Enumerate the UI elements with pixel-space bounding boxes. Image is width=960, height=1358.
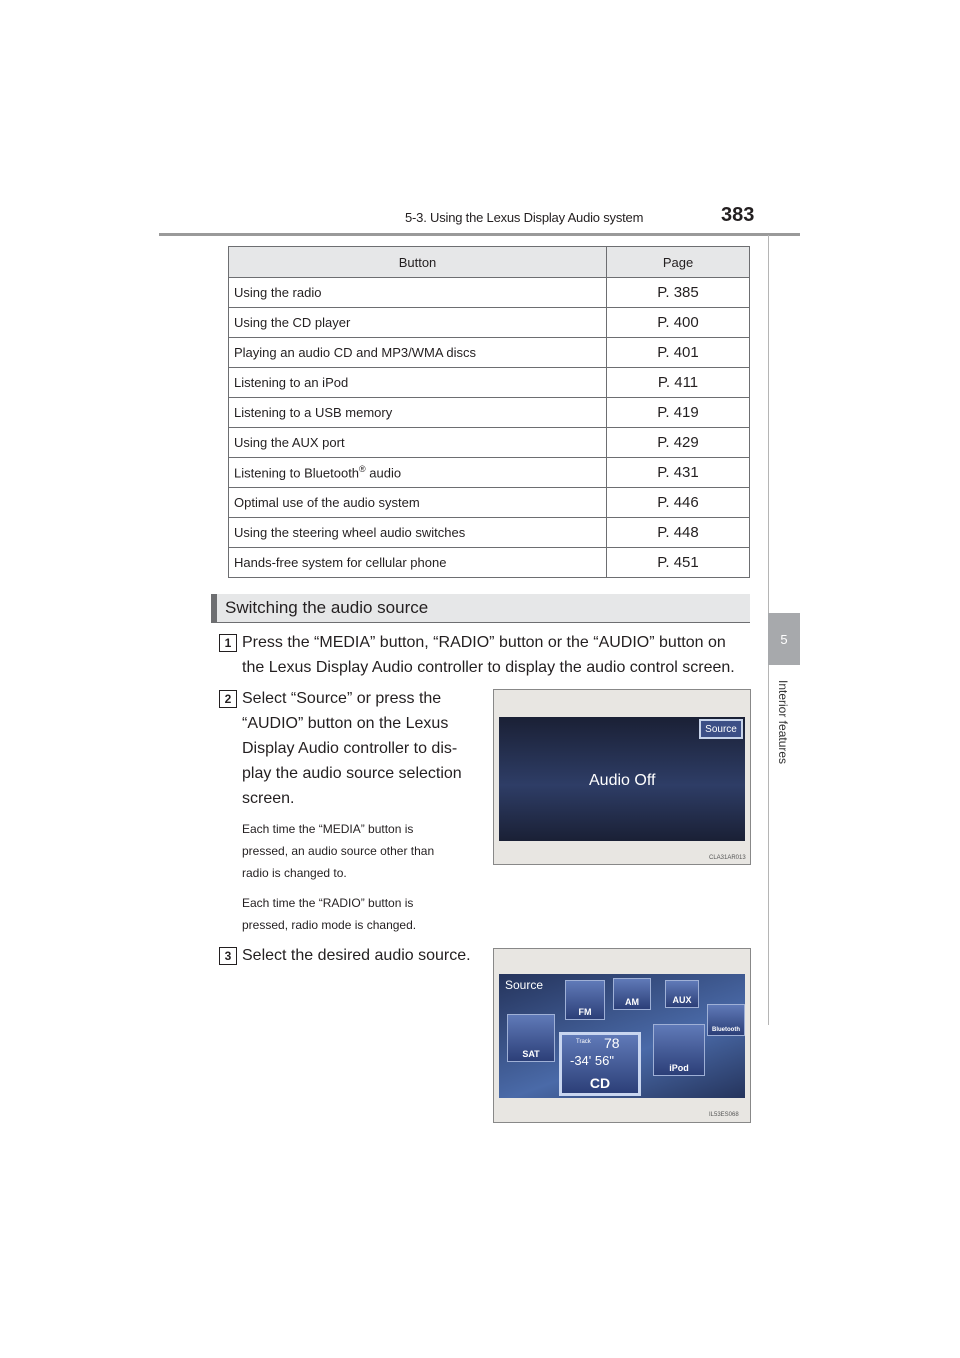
- reference-table: [228, 246, 750, 578]
- step-2-line: “AUDIO” button on the Lexus: [242, 715, 449, 732]
- row-label: Using the AUX port: [229, 428, 607, 458]
- display-screen: [499, 974, 745, 1098]
- table-row: [229, 368, 750, 398]
- step-number-1: 1: [219, 634, 237, 652]
- note-line: radio is changed to.: [242, 866, 347, 880]
- row-page: P. 429: [607, 428, 750, 458]
- row-label: Using the radio: [229, 278, 607, 308]
- step-number-3: 3: [219, 947, 237, 965]
- row-label: Using the steering wheel audio switches: [229, 518, 607, 548]
- row-label: Listening to an iPod: [229, 368, 607, 398]
- row-label: Hands-free system for cellular phone: [229, 548, 607, 578]
- table-header-page: Page: [607, 247, 750, 278]
- table-row: [229, 278, 750, 308]
- step-2-line: play the audio source selection: [242, 765, 462, 782]
- row-page: P. 401: [607, 338, 750, 368]
- ipod-tile: iPod: [653, 1024, 705, 1076]
- am-tile: AM: [613, 978, 651, 1010]
- note-line: Each time the “MEDIA” button is: [242, 822, 414, 836]
- row-page: P. 431: [607, 458, 750, 488]
- fm-tile: FM: [565, 980, 605, 1020]
- note-line: pressed, an audio source other than: [242, 844, 435, 858]
- table-row: [229, 488, 750, 518]
- source-button: Source: [699, 719, 743, 739]
- cd-tile: [559, 1032, 641, 1096]
- table-row: [229, 308, 750, 338]
- row-page: P. 448: [607, 518, 750, 548]
- image-code: IL53ES068: [709, 1112, 739, 1118]
- row-label-text: Listening to Bluetooth: [234, 465, 360, 481]
- row-label: [229, 458, 607, 488]
- row-page: P. 385: [607, 278, 750, 308]
- row-label: Using the CD player: [229, 308, 607, 338]
- aux-tile: AUX: [665, 980, 699, 1008]
- bluetooth-tile: Bluetooth: [707, 1004, 745, 1036]
- note-radio: [242, 892, 480, 936]
- header-rule: [159, 233, 800, 236]
- chapter-tab: 5: [768, 613, 800, 665]
- cd-label: CD: [589, 1075, 611, 1091]
- row-page: P. 419: [607, 398, 750, 428]
- note-line: pressed, radio mode is changed.: [242, 918, 417, 932]
- table-row: [229, 338, 750, 368]
- step-1-line: Press the “MEDIA” button, “RADIO” button or the “AUDIO” button on: [242, 634, 726, 651]
- step-3-text: [242, 943, 471, 968]
- table-row: [229, 458, 750, 488]
- step-number-2: 2: [219, 690, 237, 708]
- step-1-line: the Lexus Display Audio controller to display the audio control screen.: [242, 659, 735, 676]
- step-2-line: screen.: [242, 790, 295, 807]
- section-title: Switching the audio source: [225, 598, 429, 617]
- source-title: Source: [505, 978, 544, 992]
- note-line: Each time the “RADIO” button is: [242, 896, 414, 910]
- table-row: [229, 398, 750, 428]
- step-3-line: Select the desired audio source.: [242, 947, 471, 964]
- page-number: 383: [721, 204, 755, 226]
- table-header-button: Button: [229, 247, 607, 278]
- page-header-title: 5-3. Using the Lexus Display Audio system: [405, 210, 644, 225]
- row-label: Optimal use of the audio system: [229, 488, 607, 518]
- section-rule: [211, 622, 750, 623]
- table-row: [229, 428, 750, 458]
- row-label: Playing an audio CD and MP3/WMA discs: [229, 338, 607, 368]
- image-code: CLA31AR013: [709, 855, 746, 861]
- step-2-text: [242, 686, 480, 811]
- track-number: 78: [604, 1035, 620, 1051]
- row-page: P. 451: [607, 548, 750, 578]
- section-heading: [211, 594, 750, 622]
- step-1-text: [242, 630, 735, 680]
- screenshot-source-selection: [493, 948, 751, 1123]
- track-time: -34' 56": [570, 1053, 614, 1068]
- row-page: P. 400: [607, 308, 750, 338]
- step-2-line: Display Audio controller to dis-: [242, 740, 458, 757]
- table-row: [229, 548, 750, 578]
- step-2-line: Select “Source” or press the: [242, 690, 442, 707]
- display-screen: [499, 717, 745, 841]
- row-label: Listening to a USB memory: [229, 398, 607, 428]
- registered-mark: ®: [359, 464, 366, 475]
- table-row: [229, 518, 750, 548]
- audio-off-text: Audio Off: [589, 772, 656, 789]
- row-label-suffix: audio: [365, 465, 402, 481]
- sat-tile: SAT: [507, 1014, 555, 1062]
- screenshot-audio-off: [493, 689, 751, 865]
- track-label: Track: [576, 1039, 591, 1045]
- row-page: P. 411: [607, 368, 750, 398]
- chapter-label: Interior features: [776, 680, 790, 765]
- row-page: P. 446: [607, 488, 750, 518]
- note-media: [242, 818, 480, 884]
